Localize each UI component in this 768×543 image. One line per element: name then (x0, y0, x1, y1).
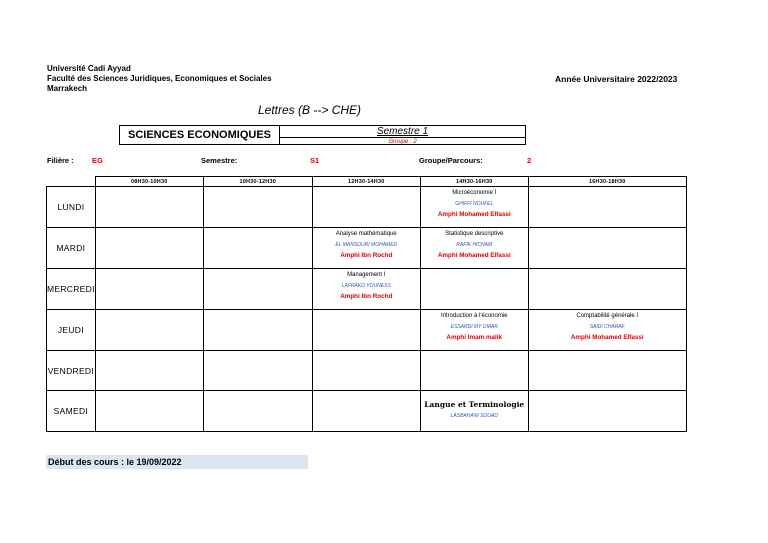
course-professor: SAIDI CHARAF (589, 324, 625, 330)
slot-header: 08H30-10H30 (95, 177, 203, 187)
course-title: Statistique descriptive (445, 231, 504, 237)
letters-range-title: Lettres (B --> CHE) (258, 103, 362, 117)
academic-year: Année Universitaire 2022/2023 (555, 74, 678, 84)
course-entry (421, 391, 528, 431)
table-row (47, 269, 687, 310)
course-entry (421, 187, 528, 227)
timetable-cell (95, 187, 203, 228)
course-professor: RAFIK HICHAM (456, 242, 493, 248)
table-row (47, 228, 687, 269)
course-entry (421, 228, 528, 268)
timetable-cell (203, 269, 312, 310)
timetable-cell (203, 391, 312, 432)
timetable-cell (95, 310, 203, 351)
semester-box (279, 125, 526, 145)
program-name: SCIENCES ECONOMIQUES (127, 129, 272, 141)
university-name: Université Cadi Ayyad (47, 64, 131, 73)
timetable-cell (528, 351, 686, 391)
course-entry (313, 228, 420, 268)
course-professor: LAFRAKO YOUNESS (341, 283, 391, 289)
timetable-cell (312, 391, 420, 432)
day-label: LUNDI (47, 187, 96, 228)
course-entry (313, 269, 420, 309)
course-start-date: Début des cours : le 19/09/2022 (46, 455, 308, 469)
timetable-cell (420, 351, 528, 391)
course-title: Analyse mathématique (335, 231, 397, 237)
course-room: Amphi Mohamed Elfassi (437, 252, 511, 259)
semester-title: Semestre 1 (376, 126, 429, 137)
semestre-value: S1 (310, 156, 320, 165)
timetable-cell (420, 269, 528, 310)
timetable-cell (420, 310, 528, 351)
table-row (47, 351, 687, 391)
course-professor: LASBAHANI SOUAD (450, 413, 498, 419)
program-name-box (119, 125, 280, 145)
timetable-cell (420, 187, 528, 228)
timetable-header-row (47, 177, 687, 187)
slot-header: 14H30-16H30 (420, 177, 528, 187)
timetable-cell (312, 351, 420, 391)
course-room: Amphi Mohamed Elfassi (437, 211, 511, 218)
timetable-cell (95, 391, 203, 432)
table-row (47, 187, 687, 228)
group-label: Groupe : 2 (388, 139, 417, 145)
day-label: JEUDI (47, 310, 96, 351)
faculty-name: Faculté des Sciences Juridiques, Economiques et Sociales (47, 74, 272, 83)
course-title: Langue et Terminologie (424, 400, 525, 409)
timetable-cell (95, 351, 203, 391)
timetable-cell (95, 269, 203, 310)
timetable-cell (528, 187, 686, 228)
timetable-cell (528, 391, 686, 432)
timetable-cell (420, 228, 528, 269)
timetable-cell (528, 310, 686, 351)
timetable-cell (312, 269, 420, 310)
course-room: Amphi Imam malik (446, 334, 503, 341)
course-title: Introduction à l'économie (440, 313, 508, 319)
timetable-cell (203, 351, 312, 391)
timetable-cell (95, 228, 203, 269)
course-professor: GHIFFI NOUFEL (455, 201, 494, 207)
city-name: Marrakech (47, 84, 88, 93)
slot-header: 10H30-12H30 (203, 177, 312, 187)
table-row (47, 310, 687, 351)
groupe-label: Groupe/Parcours: (419, 156, 483, 165)
semestre-label: Semestre: (201, 156, 238, 165)
course-room: Amphi Ibn Rochd (340, 293, 393, 300)
day-label: VENDREDI (47, 351, 96, 391)
table-row (47, 391, 687, 432)
timetable-cell (528, 269, 686, 310)
timetable-cell (312, 228, 420, 269)
timetable-cell (203, 187, 312, 228)
day-label: MARDI (47, 228, 96, 269)
course-room: Amphi Ibn Rochd (340, 252, 393, 259)
course-title: Comptabilité générale I (576, 313, 639, 319)
course-entry (529, 310, 686, 350)
course-title: Microéconomie I (452, 190, 497, 196)
day-label: SAMEDI (47, 391, 96, 432)
course-room: Amphi Mohamed Elfassi (570, 334, 644, 341)
course-professor: ESSARDI MY OMAR (450, 324, 498, 330)
header-corner (47, 177, 96, 187)
timetable-cell (312, 310, 420, 351)
slot-header: 12H30-14H30 (312, 177, 420, 187)
slot-header: 16H30-18H30 (528, 177, 686, 187)
groupe-value: 2 (527, 156, 532, 165)
filiere-label: Filière : (47, 156, 74, 165)
course-title: Management I (347, 272, 386, 278)
course-professor: EL MANSOURI MOHAMED (335, 242, 398, 248)
course-entry (421, 310, 528, 350)
timetable-cell (312, 187, 420, 228)
timetable-cell (203, 228, 312, 269)
day-label: MERCREDI (47, 269, 96, 310)
timetable (46, 176, 687, 432)
filiere-value: EG (92, 156, 103, 165)
timetable-cell (420, 391, 528, 432)
timetable-cell (528, 228, 686, 269)
timetable-cell (203, 310, 312, 351)
